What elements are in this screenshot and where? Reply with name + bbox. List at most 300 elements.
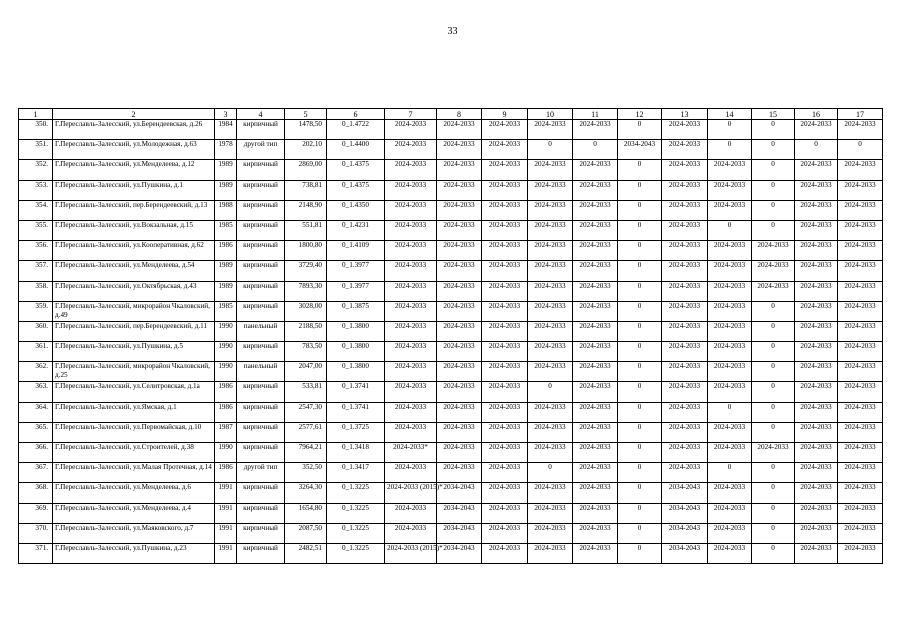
cell-work-7: 2024-2033: [385, 382, 437, 402]
cell-work-12: 0: [618, 120, 662, 140]
table-row: [19, 140, 883, 160]
cell-work-9: 2024-2033: [482, 160, 528, 180]
cell-work-12: 0: [618, 281, 662, 301]
cell-total-area: 783,50: [285, 342, 327, 362]
cell-year-built: 1986: [215, 241, 237, 261]
cell-address: Г.Переславль-Залесский, ул.Малая Протечная, д.14: [53, 463, 215, 483]
cell-work-15: 0: [752, 220, 795, 240]
cell-work-10: 2024-2033: [528, 220, 573, 240]
cell-work-9: 2024-2033: [482, 362, 528, 382]
cell-work-15: 0: [752, 321, 795, 341]
cell-work-9: 2024-2033: [482, 443, 528, 463]
cell-year-built: 1991: [215, 523, 237, 543]
cell-work-8: 2024-2033: [437, 180, 482, 200]
cell-work-14: 2024-2033: [708, 321, 752, 341]
cell-work-16: 2024-2033: [795, 120, 838, 140]
cell-work-7: 2024-2033: [385, 321, 437, 341]
cell-wall-material: кирпичный: [237, 281, 285, 301]
cell-work-8: 2034-2043: [437, 483, 482, 503]
cell-row-number: 369.: [19, 503, 53, 523]
cell-work-14: 2024-2033: [708, 261, 752, 281]
cell-priority-index: 0_1.3225: [327, 523, 385, 543]
cell-year-built: 1987: [215, 422, 237, 442]
cell-row-number: 368.: [19, 483, 53, 503]
cell-wall-material: кирпичный: [237, 261, 285, 281]
cell-wall-material: кирпичный: [237, 443, 285, 463]
cell-work-7: 2024-2033 (2015)*: [385, 483, 437, 503]
cell-work-8: 2024-2033: [437, 200, 482, 220]
cell-work-14: 2024-2033: [708, 180, 752, 200]
cell-work-14: 2024-2033: [708, 523, 752, 543]
cell-total-area: 202,10: [285, 140, 327, 160]
cell-year-built: 1991: [215, 483, 237, 503]
cell-priority-index: 0_1.3225: [327, 503, 385, 523]
cell-year-built: 1990: [215, 362, 237, 382]
cell-work-9: 2024-2033: [482, 402, 528, 422]
cell-work-17: 2024-2033: [838, 321, 883, 341]
cell-work-7: 2024-2033: [385, 261, 437, 281]
cell-work-12: 0: [618, 422, 662, 442]
cell-work-16: 2024-2033: [795, 422, 838, 442]
cell-work-13: 2024-2033: [662, 140, 708, 160]
table-row: [19, 342, 883, 362]
cell-work-17: 2024-2033: [838, 220, 883, 240]
cell-priority-index: 0_1.3875: [327, 301, 385, 321]
table-body: [19, 120, 883, 564]
cell-work-14: 2024-2033: [708, 382, 752, 402]
cell-work-16: 2024-2033: [795, 200, 838, 220]
cell-work-14: 2024-2033: [708, 200, 752, 220]
cell-work-9: 2024-2033: [482, 261, 528, 281]
cell-address: Г.Переславль-Залесский, ул.Ямская, д.1: [53, 402, 215, 422]
cell-work-14: 2024-2033: [708, 362, 752, 382]
cell-total-area: 2087,50: [285, 523, 327, 543]
cell-work-8: 2024-2033: [437, 402, 482, 422]
cell-work-15: 0: [752, 362, 795, 382]
cell-work-9: 2024-2033: [482, 281, 528, 301]
cell-work-15: 0: [752, 200, 795, 220]
cell-work-15: 0: [752, 543, 795, 563]
cell-year-built: 1986: [215, 402, 237, 422]
cell-priority-index: 0_1.3725: [327, 422, 385, 442]
cell-work-16: 2024-2033: [795, 261, 838, 281]
cell-total-area: 7893,30: [285, 281, 327, 301]
column-number-header: [19, 109, 883, 120]
cell-work-8: 2024-2033: [437, 220, 482, 240]
cell-work-8: 2024-2033: [437, 160, 482, 180]
cell-work-8: 2034-2043: [437, 503, 482, 523]
cell-work-7: 2024-2033: [385, 301, 437, 321]
cell-work-10: 2024-2033: [528, 402, 573, 422]
cell-total-area: 2148,90: [285, 200, 327, 220]
cell-priority-index: 0_1.3800: [327, 342, 385, 362]
cell-wall-material: кирпичный: [237, 402, 285, 422]
cell-work-17: 2024-2033: [838, 523, 883, 543]
cell-work-7: 2024-2033: [385, 523, 437, 543]
cell-work-12: 2034-2043: [618, 140, 662, 160]
cell-work-17: 2024-2033: [838, 160, 883, 180]
cell-work-16: 2024-2033: [795, 443, 838, 463]
cell-work-10: 2024-2033: [528, 483, 573, 503]
column-header-16: 16: [795, 109, 838, 120]
cell-year-built: 1990: [215, 342, 237, 362]
cell-wall-material: другой тип: [237, 140, 285, 160]
cell-work-15: 2024-2033: [752, 261, 795, 281]
cell-work-17: 2024-2033: [838, 503, 883, 523]
cell-row-number: 354.: [19, 200, 53, 220]
cell-wall-material: другой тип: [237, 463, 285, 483]
cell-work-8: 2024-2033: [437, 382, 482, 402]
cell-work-9: 2024-2033: [482, 321, 528, 341]
cell-work-17: 2024-2033: [838, 120, 883, 140]
cell-work-16: 2024-2033: [795, 160, 838, 180]
cell-year-built: 1984: [215, 120, 237, 140]
cell-work-7: 2024-2033: [385, 200, 437, 220]
table-row: [19, 523, 883, 543]
cell-wall-material: кирпичный: [237, 160, 285, 180]
cell-work-10: 2024-2033: [528, 543, 573, 563]
cell-work-13: 2024-2033: [662, 402, 708, 422]
cell-work-14: 0: [708, 120, 752, 140]
table-row: [19, 261, 883, 281]
cell-year-built: 1990: [215, 321, 237, 341]
cell-work-14: 0: [708, 402, 752, 422]
cell-work-8: 2024-2033: [437, 422, 482, 442]
cell-work-16: 2024-2033: [795, 483, 838, 503]
cell-work-14: 0: [708, 463, 752, 483]
cell-work-16: 2024-2033: [795, 543, 838, 563]
cell-wall-material: кирпичный: [237, 382, 285, 402]
cell-row-number: 359.: [19, 301, 53, 321]
cell-work-12: 0: [618, 342, 662, 362]
cell-work-10: 0: [528, 463, 573, 483]
cell-work-16: 2024-2033: [795, 523, 838, 543]
cell-work-7: 2024-2033: [385, 402, 437, 422]
cell-work-16: 2024-2033: [795, 503, 838, 523]
cell-work-12: 0: [618, 160, 662, 180]
cell-work-7: 2024-2033: [385, 160, 437, 180]
cell-work-11: 2024-2033: [573, 362, 618, 382]
cell-work-11: 2024-2033: [573, 523, 618, 543]
cell-work-7: 2024-2033: [385, 503, 437, 523]
cell-work-16: 2024-2033: [795, 321, 838, 341]
cell-work-7: 2024-2033*: [385, 443, 437, 463]
cell-work-13: 2024-2033: [662, 281, 708, 301]
cell-work-9: 2024-2033: [482, 422, 528, 442]
cell-year-built: 1989: [215, 281, 237, 301]
cell-address: Г.Переславль-Залесский, ул.Кооперативная, д.62: [53, 241, 215, 261]
column-header-9: 9: [482, 109, 528, 120]
cell-work-13: 2034-2043: [662, 523, 708, 543]
cell-address: Г.Переславль-Залесский, ул.Менделеева, д.4: [53, 503, 215, 523]
cell-work-14: 0: [708, 220, 752, 240]
cell-work-16: 2024-2033: [795, 382, 838, 402]
cell-priority-index: 0_1.3741: [327, 402, 385, 422]
table-row: [19, 543, 883, 563]
cell-priority-index: 0_1.4375: [327, 180, 385, 200]
cell-work-17: 2024-2033: [838, 281, 883, 301]
cell-work-11: 2024-2033: [573, 200, 618, 220]
cell-work-7: 2024-2033: [385, 422, 437, 442]
cell-total-area: 2047,00: [285, 362, 327, 382]
cell-work-7: 2024-2033: [385, 140, 437, 160]
cell-year-built: 1989: [215, 160, 237, 180]
cell-work-10: 2024-2033: [528, 422, 573, 442]
cell-work-17: 2024-2033: [838, 180, 883, 200]
table-row: [19, 241, 883, 261]
cell-work-8: 2034-2043: [437, 523, 482, 543]
cell-total-area: 2869,00: [285, 160, 327, 180]
cell-work-12: 0: [618, 220, 662, 240]
cell-work-8: 2024-2033: [437, 463, 482, 483]
cell-work-7: 2024-2033: [385, 180, 437, 200]
cell-wall-material: панельный: [237, 362, 285, 382]
cell-work-8: 2034-2043: [437, 543, 482, 563]
cell-work-9: 2024-2033: [482, 483, 528, 503]
cell-work-16: 2024-2033: [795, 342, 838, 362]
cell-work-8: 2024-2033: [437, 140, 482, 160]
cell-work-7: 2024-2033 (2015)*: [385, 543, 437, 563]
cell-work-11: 2024-2033: [573, 402, 618, 422]
cell-work-15: 0: [752, 463, 795, 483]
cell-priority-index: 0_1.4109: [327, 241, 385, 261]
cell-work-7: 2024-2033: [385, 120, 437, 140]
cell-address: Г.Переславль-Залесский, пер.Берендеевский, д.13: [53, 200, 215, 220]
cell-work-14: 2024-2033: [708, 342, 752, 362]
table-row: [19, 362, 883, 382]
cell-work-17: 2024-2033: [838, 422, 883, 442]
cell-work-11: 2024-2033: [573, 463, 618, 483]
cell-work-15: 0: [752, 140, 795, 160]
cell-priority-index: 0_1.4375: [327, 160, 385, 180]
cell-work-16: 2024-2033: [795, 180, 838, 200]
column-header-1: 1: [19, 109, 53, 120]
cell-row-number: 352.: [19, 160, 53, 180]
table-row: [19, 382, 883, 402]
cell-work-13: 2024-2033: [662, 301, 708, 321]
cell-work-11: 0: [573, 140, 618, 160]
cell-work-10: 2024-2033: [528, 180, 573, 200]
cell-work-15: 2024-2033: [752, 241, 795, 261]
cell-address: Г.Переславль-Залесский, ул.Менделеева, д.54: [53, 261, 215, 281]
cell-wall-material: кирпичный: [237, 523, 285, 543]
cell-row-number: 360.: [19, 321, 53, 341]
cell-work-15: 0: [752, 382, 795, 402]
column-header-10: 10: [528, 109, 573, 120]
cell-address: Г.Переславль-Залесский, ул.Первомайская, д.10: [53, 422, 215, 442]
cell-work-13: 2024-2033: [662, 463, 708, 483]
column-header-13: 13: [662, 109, 708, 120]
cell-work-10: 2024-2033: [528, 443, 573, 463]
cell-wall-material: кирпичный: [237, 301, 285, 321]
cell-work-12: 0: [618, 483, 662, 503]
cell-total-area: 2577,61: [285, 422, 327, 442]
column-header-2: 2: [53, 109, 215, 120]
cell-work-12: 0: [618, 362, 662, 382]
cell-work-16: 2024-2033: [795, 281, 838, 301]
column-header-6: 6: [327, 109, 385, 120]
cell-work-9: 2024-2033: [482, 463, 528, 483]
cell-priority-index: 0_1.3800: [327, 362, 385, 382]
cell-work-8: 2024-2033: [437, 342, 482, 362]
cell-work-9: 2024-2033: [482, 120, 528, 140]
cell-wall-material: кирпичный: [237, 422, 285, 442]
table-row: [19, 422, 883, 442]
cell-wall-material: кирпичный: [237, 200, 285, 220]
cell-priority-index: 0_1.3977: [327, 261, 385, 281]
cell-work-14: 2024-2033: [708, 281, 752, 301]
cell-wall-material: кирпичный: [237, 120, 285, 140]
cell-work-10: 2024-2033: [528, 342, 573, 362]
cell-work-10: 2024-2033: [528, 120, 573, 140]
cell-work-11: 2024-2033: [573, 301, 618, 321]
cell-work-11: 2024-2033: [573, 241, 618, 261]
cell-work-17: 2024-2033: [838, 543, 883, 563]
cell-work-10: 2024-2033: [528, 281, 573, 301]
cell-work-10: 2024-2033: [528, 160, 573, 180]
cell-work-9: 2024-2033: [482, 301, 528, 321]
column-header-5: 5: [285, 109, 327, 120]
cell-work-15: 0: [752, 180, 795, 200]
cell-work-13: 2024-2033: [662, 241, 708, 261]
cell-wall-material: кирпичный: [237, 342, 285, 362]
cell-work-7: 2024-2033: [385, 220, 437, 240]
cell-work-8: 2024-2033: [437, 362, 482, 382]
cell-work-16: 2024-2033: [795, 241, 838, 261]
cell-work-9: 2024-2033: [482, 523, 528, 543]
cell-work-10: 0: [528, 382, 573, 402]
cell-work-13: 2024-2033: [662, 120, 708, 140]
cell-row-number: 370.: [19, 523, 53, 543]
cell-year-built: 1989: [215, 180, 237, 200]
cell-row-number: 358.: [19, 281, 53, 301]
cell-year-built: 1991: [215, 543, 237, 563]
cell-work-14: 2024-2033: [708, 301, 752, 321]
table-row: [19, 180, 883, 200]
column-header-8: 8: [437, 109, 482, 120]
cell-row-number: 351.: [19, 140, 53, 160]
cell-work-10: 2024-2033: [528, 321, 573, 341]
cell-work-11: 2024-2033: [573, 443, 618, 463]
column-header-7: 7: [385, 109, 437, 120]
cell-work-15: 0: [752, 160, 795, 180]
cell-work-12: 0: [618, 503, 662, 523]
table-row: [19, 281, 883, 301]
cell-total-area: 533,81: [285, 382, 327, 402]
cell-work-13: 2034-2043: [662, 503, 708, 523]
cell-work-8: 2024-2033: [437, 120, 482, 140]
cell-work-12: 0: [618, 523, 662, 543]
cell-priority-index: 0_1.4231: [327, 220, 385, 240]
cell-priority-index: 0_1.3225: [327, 543, 385, 563]
cell-work-11: 2024-2033: [573, 220, 618, 240]
cell-work-7: 2024-2033: [385, 342, 437, 362]
cell-work-14: 2024-2033: [708, 483, 752, 503]
column-header-4: 4: [237, 109, 285, 120]
cell-address: Г.Переславль-Залесский, ул.Маяковского, д.7: [53, 523, 215, 543]
cell-work-13: 2034-2043: [662, 543, 708, 563]
cell-address: Г.Переславль-Залесский, микрорайон Чкаловский, д.49: [53, 301, 215, 321]
cell-wall-material: кирпичный: [237, 483, 285, 503]
housing-register-table: [18, 108, 883, 564]
cell-total-area: 352,50: [285, 463, 327, 483]
cell-work-8: 2024-2033: [437, 301, 482, 321]
cell-total-area: 551,81: [285, 220, 327, 240]
cell-work-16: 0: [795, 140, 838, 160]
cell-work-13: 2024-2033: [662, 160, 708, 180]
cell-work-10: 2024-2033: [528, 200, 573, 220]
cell-work-16: 2024-2033: [795, 301, 838, 321]
cell-priority-index: 0_1.3977: [327, 281, 385, 301]
cell-work-11: 2024-2033: [573, 422, 618, 442]
cell-total-area: 1800,80: [285, 241, 327, 261]
cell-total-area: 3028,00: [285, 301, 327, 321]
cell-address: Г.Переславль-Залесский, пер.Берендеевский, д.11: [53, 321, 215, 341]
cell-priority-index: 0_1.4722: [327, 120, 385, 140]
cell-work-12: 0: [618, 261, 662, 281]
cell-priority-index: 0_1.3417: [327, 463, 385, 483]
cell-work-14: 2024-2033: [708, 160, 752, 180]
cell-work-10: 2024-2033: [528, 503, 573, 523]
cell-work-11: 2024-2033: [573, 503, 618, 523]
cell-work-11: 2024-2033: [573, 483, 618, 503]
cell-work-8: 2024-2033: [437, 443, 482, 463]
table-row: [19, 463, 883, 483]
cell-priority-index: 0_1.4400: [327, 140, 385, 160]
cell-work-14: 2024-2033: [708, 443, 752, 463]
cell-row-number: 361.: [19, 342, 53, 362]
cell-year-built: 1986: [215, 463, 237, 483]
cell-row-number: 366.: [19, 443, 53, 463]
cell-address: Г.Переславль-Залесский, ул.Менделеева, д.12: [53, 160, 215, 180]
cell-work-12: 0: [618, 402, 662, 422]
cell-work-12: 0: [618, 200, 662, 220]
cell-year-built: 1985: [215, 301, 237, 321]
page-number: 33: [447, 26, 458, 37]
cell-work-14: 2024-2033: [708, 543, 752, 563]
cell-work-9: 2024-2033: [482, 342, 528, 362]
cell-wall-material: кирпичный: [237, 180, 285, 200]
cell-work-8: 2024-2033: [437, 321, 482, 341]
cell-priority-index: 0_1.3800: [327, 321, 385, 341]
cell-work-10: 2024-2033: [528, 301, 573, 321]
cell-priority-index: 0_1.4350: [327, 200, 385, 220]
cell-total-area: 738,81: [285, 180, 327, 200]
cell-work-11: 2024-2033: [573, 261, 618, 281]
cell-priority-index: 0_1.3418: [327, 443, 385, 463]
cell-total-area: 2482,51: [285, 543, 327, 563]
cell-work-10: 0: [528, 140, 573, 160]
cell-year-built: 1988: [215, 200, 237, 220]
cell-address: Г.Переславль-Залесский, микрорайон Чкаловский, д.25: [53, 362, 215, 382]
cell-work-12: 0: [618, 241, 662, 261]
table-row: [19, 160, 883, 180]
cell-work-17: 2024-2033: [838, 241, 883, 261]
cell-row-number: 371.: [19, 543, 53, 563]
cell-work-13: 2024-2033: [662, 382, 708, 402]
cell-year-built: 1985: [215, 220, 237, 240]
column-header-11: 11: [573, 109, 618, 120]
cell-work-14: 2024-2033: [708, 241, 752, 261]
cell-work-10: 2024-2033: [528, 261, 573, 281]
cell-total-area: 2547,30: [285, 402, 327, 422]
cell-total-area: 3729,40: [285, 261, 327, 281]
cell-work-16: 2024-2033: [795, 362, 838, 382]
column-header-12: 12: [618, 109, 662, 120]
cell-work-11: 2024-2033: [573, 120, 618, 140]
cell-work-13: 2034-2043: [662, 483, 708, 503]
cell-address: Г.Переславль-Залесский, ул.Строителей, д.38: [53, 443, 215, 463]
